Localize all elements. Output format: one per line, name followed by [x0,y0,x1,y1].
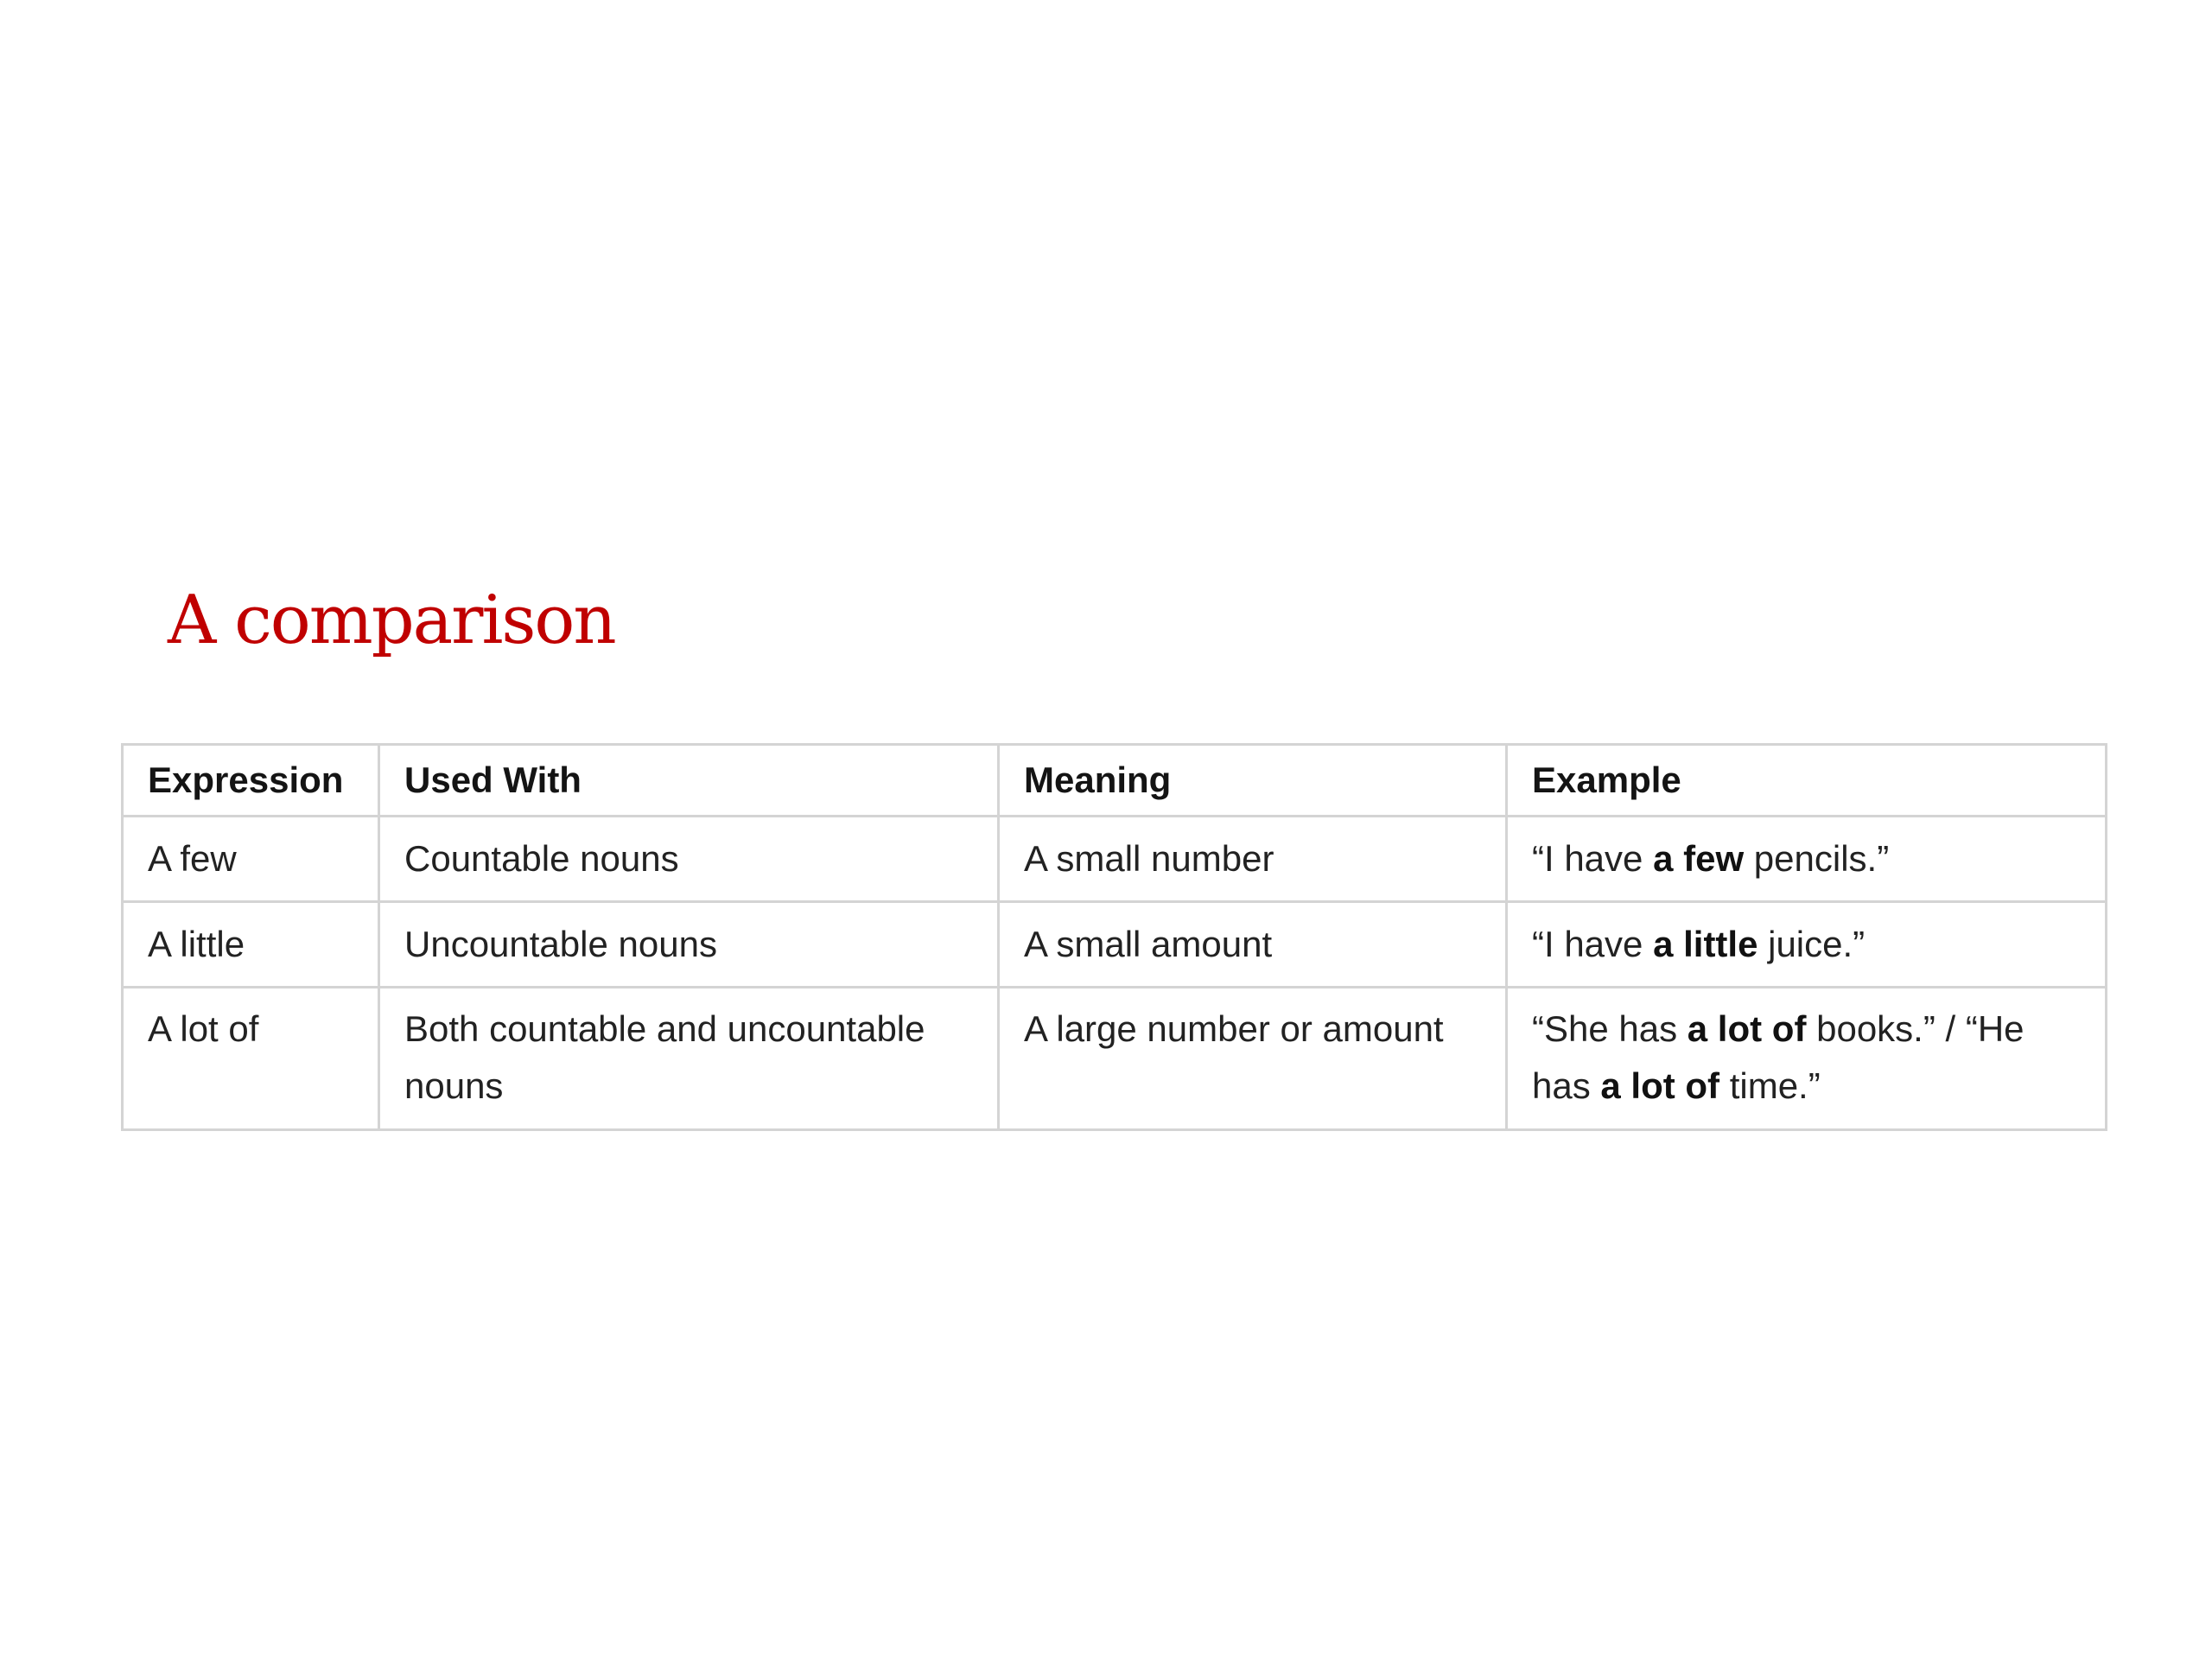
cell-meaning: A small amount [999,902,1507,988]
table-row [123,902,2107,988]
cell-used-with: Countable nouns [379,817,999,902]
example-emphasis: a few [1653,838,1745,879]
example-text: pencils.” [1744,838,1890,879]
cell-meaning: A small number [999,817,1507,902]
header-example: Example [1507,745,2107,817]
example-text: time.” [1719,1065,1821,1106]
example-text: “She has [1532,1008,1688,1049]
example-emphasis: a little [1653,924,1758,964]
example-text: “I have [1532,838,1654,879]
cell-example [1507,988,2107,1130]
cell-expression: A little [123,902,379,988]
example-text: “I have [1532,924,1654,964]
table-row [123,988,2107,1130]
cell-meaning: A large number or amount [999,988,1507,1130]
slide-title: A comparison [168,582,615,659]
comparison-table [121,743,2107,1131]
example-text: books.” / “He has [1532,1008,2024,1106]
cell-example [1507,817,2107,902]
example-emphasis: a lot of [1600,1065,1720,1106]
table-header-row [123,745,2107,817]
header-meaning: Meaning [999,745,1507,817]
example-emphasis: a lot of [1687,1008,1807,1049]
cell-example [1507,902,2107,988]
cell-expression: A few [123,817,379,902]
example-text: juice.” [1758,924,1866,964]
header-used-with: Used With [379,745,999,817]
cell-used-with: Both countable and uncountable nouns [379,988,999,1130]
table-row [123,817,2107,902]
cell-expression: A lot of [123,988,379,1130]
cell-used-with: Uncountable nouns [379,902,999,988]
header-expression: Expression [123,745,379,817]
